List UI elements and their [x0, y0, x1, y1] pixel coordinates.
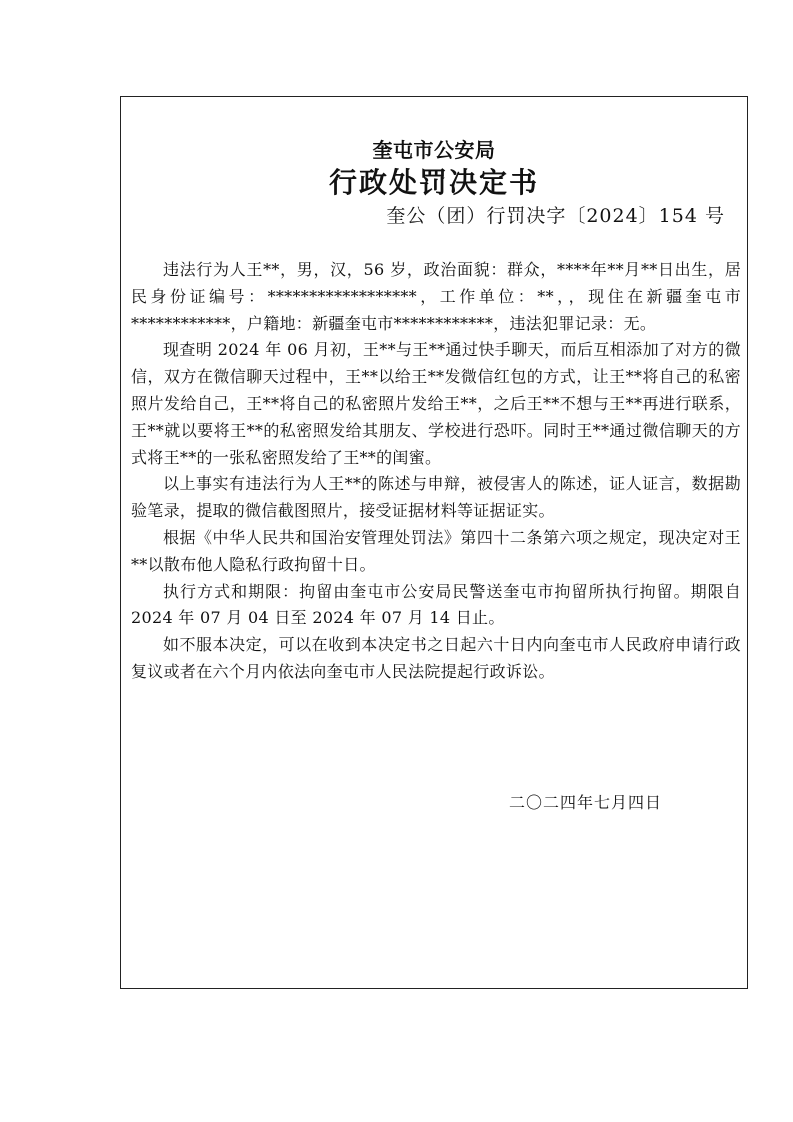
issue-date: 二〇二四年七月四日: [509, 793, 663, 812]
paragraph-offender-info: 违法行为人王**，男，汉，56 岁，政治面貌：群众，****年**月**日出生，居民身份证编号：******************，工作单位：**，，现住在新疆奎屯市************，户籍地：新疆奎屯市************，违法犯罪记录：无。: [131, 260, 741, 333]
document-frame: [120, 96, 748, 989]
paragraph-evidence: 以上事实有违法行为人王**的陈述与申辩，被侵害人的陈述，证人证言，数据勘验笔录，提取的微信截图照片，接受证据材料等证据证实。: [131, 474, 741, 521]
paragraph-facts: 现查明 2024 年 06 月初，王**与王**通过快手聊天，而后互相添加了对方的微信，双方在微信聊天过程中，王**以给王**发微信红包的方式，让王**将自己的私密照片发给自己，王**将自己的私密照片发给王**，之后王**不想与王**再进行联系，王**就以要将王**的私密照发给其朋友、学校进行恐吓。同时王**通过微信聊天的方式将王**的一张私密照发给了王**的闺蜜。: [131, 340, 741, 467]
document-number: 奎公（团）行罚决字〔2024〕154 号: [386, 205, 725, 227]
agency-name: 奎屯市公安局: [372, 138, 496, 162]
paragraph-appeal-rights: 如不服本决定，可以在收到本决定书之日起六十日内向奎屯市人民政府申请行政复议或者在六个月内依法向奎屯市人民法院提起行政诉讼。: [131, 635, 741, 681]
paragraph-execution: 执行方式和期限：拘留由奎屯市公安局民警送奎屯市拘留所执行拘留。期限自 2024 年 07 月 04 日至 2024 年 07 月 14 日止。: [131, 581, 741, 628]
paragraph-legal-basis: 根据《中华人民共和国治安管理处罚法》第四十二条第六项之规定，现决定对王**以散布他人隐私行政拘留十日。: [131, 527, 741, 574]
document-title: 行政处罚决定书: [328, 166, 539, 199]
document-body: [131, 257, 741, 686]
